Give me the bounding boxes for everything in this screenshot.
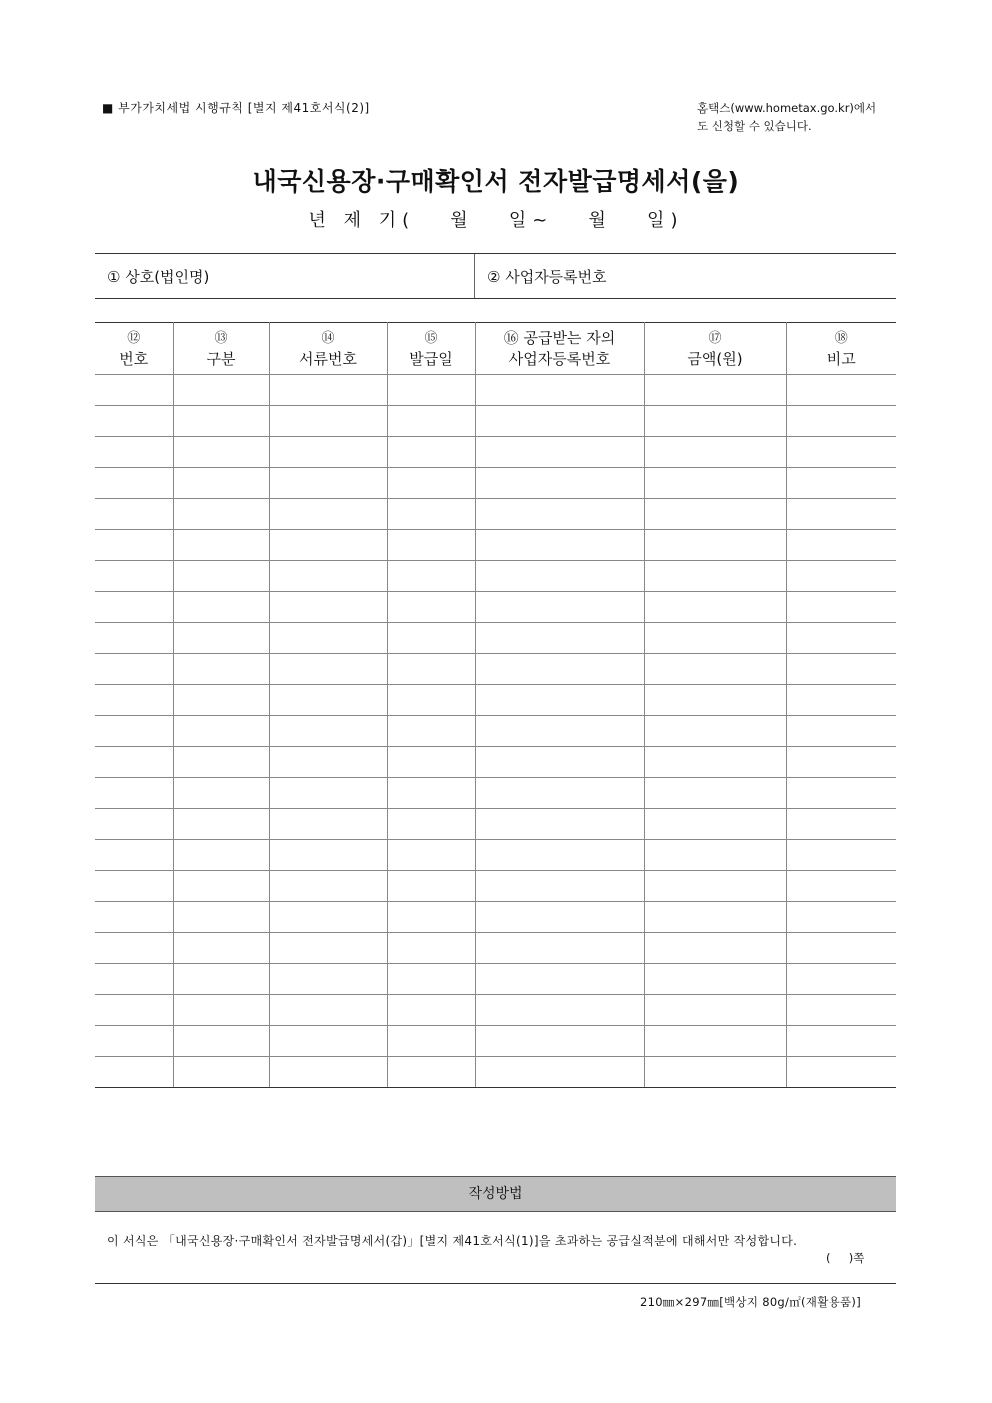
table-cell[interactable] [387, 437, 475, 468]
table-cell[interactable] [475, 592, 644, 623]
table-cell[interactable] [644, 623, 786, 654]
col-header-type [173, 323, 269, 375]
table-cell[interactable] [95, 406, 173, 437]
table-cell[interactable] [786, 468, 896, 499]
col-type-label: 구분 [206, 349, 236, 368]
table-cell[interactable] [173, 499, 269, 530]
table-cell[interactable] [95, 499, 173, 530]
table-cell[interactable] [269, 809, 387, 840]
table-cell[interactable] [95, 468, 173, 499]
col-document-number-mark: ⑭ [321, 330, 335, 346]
period-line: 년 제 기( 월 일~ 월 일) [308, 210, 684, 231]
table-cell[interactable] [387, 933, 475, 964]
business-number-field[interactable] [475, 254, 896, 298]
table-cell[interactable] [95, 623, 173, 654]
table-cell[interactable] [269, 592, 387, 623]
col-recipient-label2: 사업자등록번호 [508, 349, 611, 368]
table-row [95, 530, 896, 561]
page-number-mark: ( )쪽 [826, 1251, 865, 1265]
table-cell[interactable] [269, 654, 387, 685]
table-row [95, 499, 896, 530]
table-cell[interactable] [173, 809, 269, 840]
table-cell[interactable] [387, 468, 475, 499]
table-cell[interactable] [387, 561, 475, 592]
col-header-number [95, 323, 173, 375]
table-cell[interactable] [269, 933, 387, 964]
col-recipient-label: ⑯ 공급받는 자의 [503, 328, 616, 347]
table-cell[interactable] [475, 902, 644, 933]
col-amount-label: 금액(원) [687, 349, 743, 368]
issuance-detail-table [95, 322, 896, 1088]
table-cell[interactable] [269, 437, 387, 468]
table-cell[interactable] [387, 499, 475, 530]
table-cell[interactable] [475, 654, 644, 685]
table-cell[interactable] [95, 530, 173, 561]
table-cell[interactable] [173, 716, 269, 747]
table-cell[interactable] [269, 840, 387, 871]
table-cell[interactable] [475, 747, 644, 778]
table-cell[interactable] [95, 375, 173, 406]
col-issue-date-mark: ⑮ [424, 330, 438, 346]
table-row [95, 685, 896, 716]
table-cell[interactable] [644, 716, 786, 747]
table-header-row [95, 323, 896, 375]
table-cell[interactable] [173, 933, 269, 964]
col-remarks-label: 비고 [826, 349, 856, 368]
table-cell[interactable] [387, 716, 475, 747]
hometax-notice-line1: 홈택스(www.hometax.go.kr)에서 [697, 101, 877, 115]
table-cell[interactable] [173, 406, 269, 437]
table-row [95, 468, 896, 499]
table-cell[interactable] [269, 623, 387, 654]
table-cell[interactable] [475, 406, 644, 437]
table-cell[interactable] [644, 840, 786, 871]
col-document-number-label: 서류번호 [299, 349, 357, 368]
col-remarks-mark: ⑱ [834, 330, 848, 346]
table-cell[interactable] [269, 1057, 387, 1088]
table-cell[interactable] [95, 716, 173, 747]
table-cell[interactable] [475, 809, 644, 840]
table-cell[interactable] [269, 964, 387, 995]
table-cell[interactable] [173, 778, 269, 809]
table-cell[interactable] [475, 1057, 644, 1088]
table-cell[interactable] [786, 592, 896, 623]
table-cell[interactable] [269, 716, 387, 747]
table-cell[interactable] [387, 530, 475, 561]
table-cell[interactable] [786, 809, 896, 840]
table-row [95, 406, 896, 437]
table-cell[interactable] [269, 530, 387, 561]
table-cell[interactable] [387, 995, 475, 1026]
col-issue-date-label: 발급일 [409, 349, 453, 368]
table-cell[interactable] [387, 375, 475, 406]
table-cell[interactable] [644, 561, 786, 592]
table-cell[interactable] [173, 1026, 269, 1057]
table-cell[interactable] [644, 933, 786, 964]
table-cell[interactable] [786, 716, 896, 747]
table-cell[interactable] [786, 623, 896, 654]
table-cell[interactable] [173, 654, 269, 685]
table-cell[interactable] [475, 840, 644, 871]
table-cell[interactable] [269, 468, 387, 499]
paper-spec: 210㎜×297㎜[백상지 80g/㎡(재활용품)] [640, 1295, 862, 1309]
table-cell[interactable] [786, 840, 896, 871]
table-cell[interactable] [269, 406, 387, 437]
table-row [95, 437, 896, 468]
table-cell[interactable] [95, 778, 173, 809]
table-cell[interactable] [95, 1057, 173, 1088]
company-name-field[interactable] [95, 254, 475, 298]
table-cell[interactable] [786, 747, 896, 778]
table-cell[interactable] [269, 1026, 387, 1057]
table-cell[interactable] [475, 933, 644, 964]
table-cell[interactable] [644, 437, 786, 468]
table-cell[interactable] [173, 375, 269, 406]
table-row [95, 964, 896, 995]
table-cell[interactable] [475, 685, 644, 716]
table-cell[interactable] [173, 1057, 269, 1088]
table-cell[interactable] [786, 964, 896, 995]
table-cell[interactable] [475, 871, 644, 902]
table-row [95, 840, 896, 871]
table-cell[interactable] [786, 1026, 896, 1057]
table-cell[interactable] [269, 499, 387, 530]
table-cell[interactable] [95, 995, 173, 1026]
footer-divider [95, 1283, 896, 1284]
table-cell[interactable] [644, 654, 786, 685]
table-cell[interactable] [644, 1057, 786, 1088]
table-cell[interactable] [644, 809, 786, 840]
table-cell[interactable] [95, 809, 173, 840]
table-cell[interactable] [644, 995, 786, 1026]
table-cell[interactable] [475, 964, 644, 995]
table-cell[interactable] [95, 840, 173, 871]
col-number-mark: ⑫ [127, 330, 141, 346]
table-cell[interactable] [475, 623, 644, 654]
table-body [95, 375, 896, 1088]
table-cell[interactable] [644, 592, 786, 623]
form-reference: ■ 부가가치세법 시행규칙 [별지 제41호서식(2)] [102, 101, 370, 115]
table-row [95, 995, 896, 1026]
table-cell[interactable] [173, 685, 269, 716]
table-cell[interactable] [95, 871, 173, 902]
table-cell[interactable] [387, 1026, 475, 1057]
table-cell[interactable] [475, 995, 644, 1026]
table-cell[interactable] [786, 933, 896, 964]
table-row [95, 561, 896, 592]
table-cell[interactable] [173, 468, 269, 499]
instructions-heading: 작성방법 [95, 1176, 896, 1212]
table-cell[interactable] [644, 902, 786, 933]
table-cell[interactable] [644, 468, 786, 499]
instructions-text: 이 서식은 「내국신용장·구매확인서 전자발급명세서(갑)」[별지 제41호서식(1)]을 초과하는 공급실적분에 대해서만 작성합니다. [107, 1234, 798, 1248]
col-amount-mark: ⑰ [708, 330, 722, 346]
table-cell[interactable] [173, 437, 269, 468]
table-cell[interactable] [387, 871, 475, 902]
table-cell[interactable] [95, 437, 173, 468]
table-cell[interactable] [173, 840, 269, 871]
table-cell[interactable] [475, 716, 644, 747]
table-row [95, 654, 896, 685]
table-cell[interactable] [786, 1057, 896, 1088]
business-number-label: ② 사업자등록번호 [487, 267, 607, 286]
table-row [95, 1026, 896, 1057]
table-cell[interactable] [269, 871, 387, 902]
table-cell[interactable] [269, 902, 387, 933]
table-cell[interactable] [475, 437, 644, 468]
table-cell[interactable] [786, 437, 896, 468]
col-type-mark: ⑬ [214, 330, 228, 346]
table-cell[interactable] [95, 1026, 173, 1057]
table-cell[interactable] [475, 1026, 644, 1057]
table-cell[interactable] [387, 747, 475, 778]
hometax-notice-line2: 도 신청할 수 있습니다. [697, 119, 812, 133]
table-cell[interactable] [95, 592, 173, 623]
table-row [95, 623, 896, 654]
table-row [95, 871, 896, 902]
table-cell[interactable] [173, 995, 269, 1026]
table-cell[interactable] [95, 685, 173, 716]
table-row [95, 1057, 896, 1088]
table-cell[interactable] [95, 964, 173, 995]
table-cell[interactable] [173, 747, 269, 778]
table-row [95, 375, 896, 406]
table-cell[interactable] [644, 530, 786, 561]
table-cell[interactable] [644, 499, 786, 530]
table-cell[interactable] [387, 685, 475, 716]
table-cell[interactable] [644, 964, 786, 995]
table-cell[interactable] [95, 747, 173, 778]
table-cell[interactable] [269, 995, 387, 1026]
table-cell[interactable] [786, 995, 896, 1026]
table-cell[interactable] [786, 778, 896, 809]
table-cell[interactable] [786, 406, 896, 437]
company-name-label: ① 상호(법인명) [107, 267, 210, 286]
table-cell[interactable] [387, 406, 475, 437]
table-cell[interactable] [475, 530, 644, 561]
table-cell[interactable] [387, 778, 475, 809]
table-cell[interactable] [644, 1026, 786, 1057]
table-cell[interactable] [173, 530, 269, 561]
table-cell[interactable] [786, 530, 896, 561]
table-cell[interactable] [269, 778, 387, 809]
table-cell[interactable] [387, 902, 475, 933]
table-cell[interactable] [387, 809, 475, 840]
table-cell[interactable] [644, 685, 786, 716]
table-cell[interactable] [644, 406, 786, 437]
table-cell[interactable] [786, 561, 896, 592]
table-cell[interactable] [475, 375, 644, 406]
table-cell[interactable] [387, 654, 475, 685]
table-cell[interactable] [387, 1057, 475, 1088]
col-header-recipient-bizno [475, 323, 644, 375]
taxpayer-info [95, 253, 896, 299]
table-cell[interactable] [644, 375, 786, 406]
table-row [95, 778, 896, 809]
table-cell[interactable] [173, 561, 269, 592]
table-cell[interactable] [644, 871, 786, 902]
table-cell[interactable] [475, 778, 644, 809]
table-row [95, 933, 896, 964]
table-cell[interactable] [786, 685, 896, 716]
table-cell[interactable] [786, 375, 896, 406]
table-cell[interactable] [173, 623, 269, 654]
table-cell[interactable] [95, 902, 173, 933]
table-cell[interactable] [475, 499, 644, 530]
table-cell[interactable] [475, 468, 644, 499]
form-title: 내국신용장·구매확인서 전자발급명세서(을) [252, 167, 740, 196]
hometax-notice [697, 99, 907, 135]
table-cell[interactable] [786, 871, 896, 902]
col-header-issue-date [387, 323, 475, 375]
table-row [95, 716, 896, 747]
table-cell[interactable] [786, 902, 896, 933]
col-header-document-number [269, 323, 387, 375]
table-cell[interactable] [387, 592, 475, 623]
table-cell[interactable] [173, 592, 269, 623]
col-number-label: 번호 [119, 349, 149, 368]
table-cell[interactable] [173, 964, 269, 995]
table-cell[interactable] [387, 840, 475, 871]
table-cell[interactable] [387, 964, 475, 995]
table-row [95, 902, 896, 933]
table-cell[interactable] [269, 685, 387, 716]
table-row [95, 592, 896, 623]
table-cell[interactable] [95, 654, 173, 685]
table-row [95, 809, 896, 840]
table-cell[interactable] [173, 902, 269, 933]
table-cell[interactable] [475, 561, 644, 592]
table-cell[interactable] [786, 654, 896, 685]
table-row [95, 747, 896, 778]
table-cell[interactable] [644, 747, 786, 778]
table-cell[interactable] [173, 871, 269, 902]
table-cell[interactable] [269, 747, 387, 778]
table-cell[interactable] [95, 933, 173, 964]
table-cell[interactable] [644, 778, 786, 809]
col-header-remarks [786, 323, 896, 375]
col-header-amount [644, 323, 786, 375]
table-cell[interactable] [786, 499, 896, 530]
table-cell[interactable] [387, 623, 475, 654]
table-cell[interactable] [95, 561, 173, 592]
table-cell[interactable] [269, 561, 387, 592]
table-cell[interactable] [269, 375, 387, 406]
